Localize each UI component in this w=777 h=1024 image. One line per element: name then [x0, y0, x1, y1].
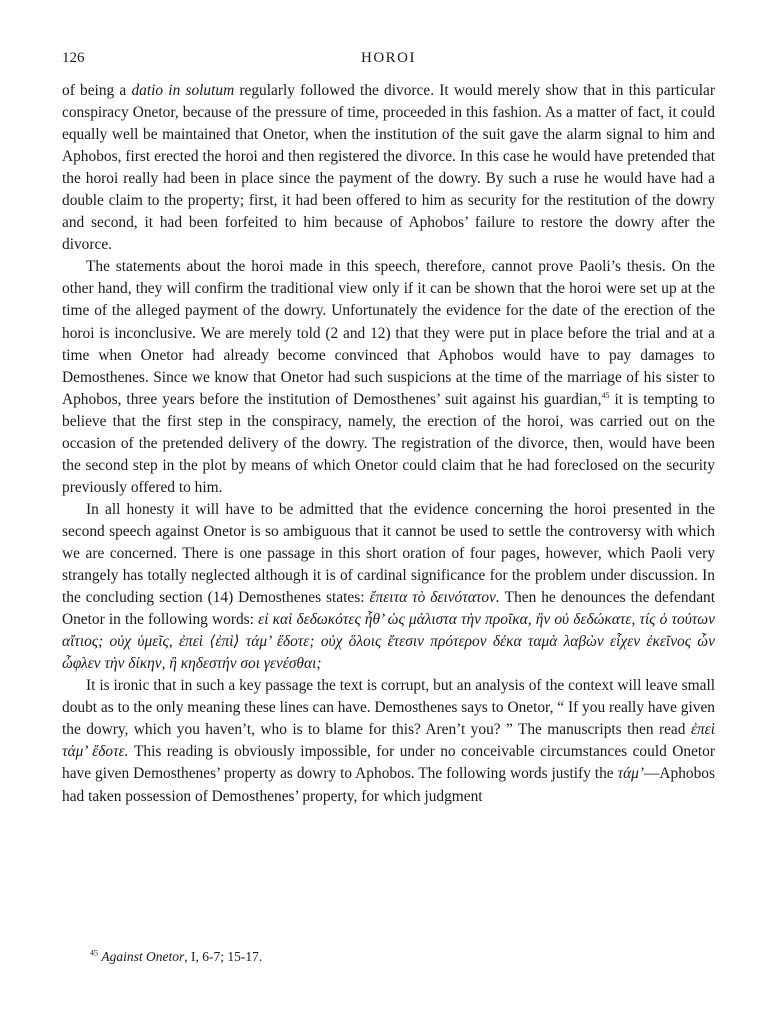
footnote-reference: , I, 6-7; 15-17.: [184, 949, 263, 964]
running-header: [62, 50, 715, 74]
paragraph: [62, 80, 715, 256]
text-run: it is tempting to believe that the first step in the conspiracy, namely, the erection of the horoi, was carried out on the occasion of the pretended delivery of the dowry. The registration of the divorce, then, would have been the second step in the plot by means of which Onetor could claim that he had foreclosed on the security previously offered to him.: [62, 390, 715, 496]
italic-run: datio in solutum: [131, 82, 235, 99]
italic-run: εἰ καὶ δεδωκότες ἦθ’ ὡς μάλιστα τὴν προῖκα, ἣν οὐ δεδώκατε, τίς ὁ τούτων αἴτιος; οὐχ ὑμεῖς, ἐπεὶ ⟨ἐπὶ⟩ τάμ’ ἔδοτε; οὐχ ὅλοις ἔτεσιν πρότερον δέκα ταμὰ λαβὼν εἶχεν ἐκεῖνος ὧν ὦφλεν τὴν δίκην, ἢ κηδεστήν σοι γενέσθαι;: [62, 611, 716, 673]
italic-run: ἔπειτα τὸ δεινότατον.: [369, 589, 500, 607]
text-run: of being a: [62, 82, 132, 99]
footnote-marker: 45: [90, 948, 98, 958]
text-run: In all honesty it will have to be admitted that the evidence concerning the horoi presented in the second speech against Onetor is so ambiguous that it cannot be used to settle the controversy with which we are concerned. There is one passage in this short oration of four pages, however, which Paoli very strangely has totally neglected although it is of cardinal significance for the problem under discussion. In the concluding section (14) Demosthenes states:: [62, 500, 715, 607]
text-run: regularly followed the divorce. It would merely show that in this particular conspiracy Onetor, because of the pressure of time, proceeded in this fashion. As a matter of fact, it could equally well be maintained that Onetor, when the institution of the suit gave the alarm signal to him and Aphobos, first erected the horoi and then registered the divorce. In this case he would have pretended that the horoi really had been in place since the payment of the dowry. By such a ruse he would have had a double claim to the property; first, it had been offered to him as security for the restitution of the dowry and second, it had been forfeited to him because of Aphobos’ failure to restore the dowry after the divorce.: [62, 82, 715, 254]
italic-run: ἐπεὶ τάμ’ ἔδοτε.: [62, 721, 715, 761]
footnote-title: Against Onetor: [101, 949, 185, 964]
paragraph: [62, 675, 715, 807]
text-run: The statements about the horoi made in this speech, therefore, cannot prove Paoli’s thesis. On the other hand, they will confirm the traditional view only if it can be shown that the horoi were set up at the time of the alleged payment of the dowry. Unfortunately the evidence for the date of the erection of the horoi is inconclusive. We are merely told (2 and 12) that they were put in place before the trial and at a time when Onetor had already become convinced that Aphobos would have to pay damages to Demosthenes. Since we know that Onetor had such suspicions at the time of the marriage of his sister to Aphobos, three years before the institution of Demosthenes’ suit against his guardian,: [62, 258, 715, 408]
body-text: [62, 80, 715, 808]
text-run: It is ironic that in such a key passage the text is corrupt, but an analysis of the context will leave small doubt as to the only meaning these lines can have. Demosthenes says to Onetor, “ If you really have given the dowry, which you haven’t, who is to blame for this? Aren’t you? ” The manuscripts then read: [62, 677, 715, 739]
paragraph: [62, 256, 715, 499]
text-run: Then he denounces the defendant Onetor in the following words:: [62, 589, 716, 629]
footnote-reference-marker: 45: [601, 390, 610, 400]
footnote: [90, 949, 262, 965]
text-run: —Aphobos had taken possession of Demosthenes’ property, for which judgment: [62, 765, 715, 805]
italic-run: τάμ’: [617, 765, 645, 783]
text-run: This reading is obviously impossible, for under no conceivable circumstances could Onetor have given Demosthenes’ property as dowry to Aphobos. The following words justify the: [62, 743, 715, 783]
paragraph: [62, 499, 715, 675]
page-number: 126: [62, 50, 85, 66]
running-title: HOROI: [361, 50, 416, 66]
